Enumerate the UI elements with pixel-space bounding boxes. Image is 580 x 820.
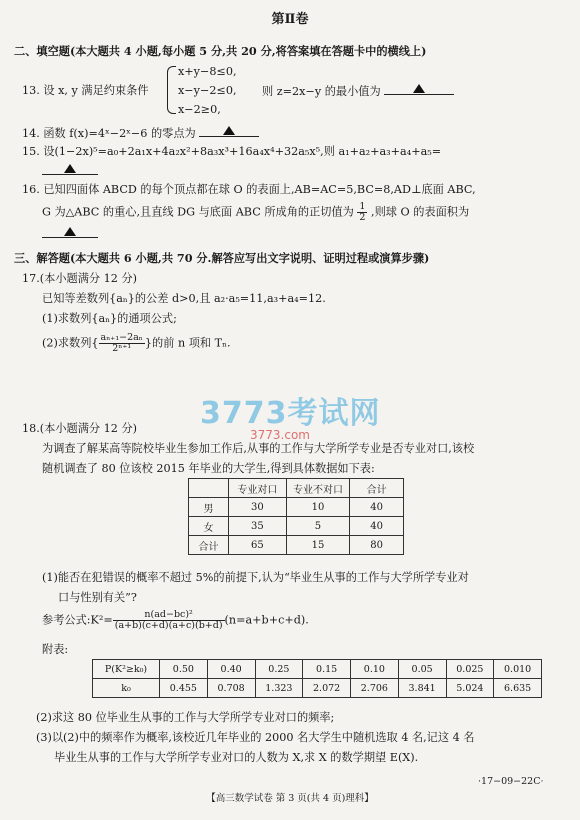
table-header-cell: 专业对口 xyxy=(229,479,287,498)
q13-brace xyxy=(167,66,176,114)
table-row xyxy=(93,679,542,698)
q17-frac-num: aₙ₊₁−2aₙ xyxy=(100,332,143,343)
table-cell: 35 xyxy=(229,517,287,536)
ref-frac-num: n(ad−bc)² xyxy=(113,610,225,621)
q18-intro1: 为调查了解某高等院校毕业生参加工作后,从事的工作与大学所学专业是否专业对口,该校 xyxy=(42,442,475,455)
q13-prefix: 13. 设 x, y 满足约束条件 xyxy=(22,84,149,97)
q17-frac-den: 2ⁿ⁺¹ xyxy=(112,343,132,354)
triangle-icon xyxy=(64,227,76,236)
table-cell: 10 xyxy=(286,498,349,517)
q17-line3 xyxy=(42,333,231,354)
q16-fraction xyxy=(357,202,367,223)
part2-heading: 二、填空题(本大题共 4 小题,每小题 5 分,共 20 分,将答案填在答题卡中的横线上) xyxy=(14,44,427,58)
table-cell: 80 xyxy=(350,536,404,555)
ref-fraction xyxy=(113,610,225,631)
table-cell: P(K²≥k₀) xyxy=(93,660,160,679)
critical-value-table xyxy=(92,659,542,698)
table-row xyxy=(189,517,404,536)
page-footer: 【高三数学试卷 第 3 页(共 4 页)理科】 xyxy=(206,793,374,804)
q17-line3-b: }的前 n 项和 Tₙ. xyxy=(144,336,231,350)
q18-p1a: (1)能否在犯错误的概率不超过 5%的前提下,认为“毕业生从事的工作与大学所学专业对 xyxy=(42,571,469,584)
section-title: 第Ⅱ卷 xyxy=(271,12,309,27)
table-row xyxy=(189,498,404,517)
part3-heading: 三、解答题(本大题共 6 小题,共 70 分.解答应写出文字说明、证明过程或演算步骤) xyxy=(14,251,430,265)
triangle-icon xyxy=(223,126,235,135)
table-cell: 40 xyxy=(350,498,404,517)
table-cell: 女 xyxy=(189,517,229,536)
table-cell: 0.708 xyxy=(207,679,255,698)
q18-p1b: 口与性别有关”? xyxy=(58,591,137,604)
triangle-icon xyxy=(64,164,76,173)
q18-intro2: 随机调查了 80 位该校 2015 年毕业的大学生,得到具体数据如下表: xyxy=(42,462,375,475)
ref-frac-den: (a+b)(c+d)(a+c)(b+d) xyxy=(114,620,223,631)
table-cell: 1.323 xyxy=(255,679,303,698)
table-header-cell: 专业不对口 xyxy=(286,479,349,498)
table-cell: 3.841 xyxy=(398,679,446,698)
q13-constraint-2: x−y−2≤0, xyxy=(178,84,237,97)
q14 xyxy=(22,125,259,141)
q18-head: 18.(本小题满分 12 分) xyxy=(22,422,137,435)
q18-p2: (2)求这 80 位毕业生从事的工作与大学所学专业对口的频率; xyxy=(36,711,335,724)
q15-line1: 15. 设(1−2x)⁵=a₀+2a₁x+4a₂x²+8a₃x³+16a₄x⁴+32a₅x⁵,则 a₁+a₂+a₃+a₄+a₅= xyxy=(22,145,442,158)
exam-code: ·17−09−22C· xyxy=(478,776,544,787)
q13-constraint-1: x+y−8≤0, xyxy=(178,65,237,78)
table-cell: 0.40 xyxy=(207,660,255,679)
table-cell: 30 xyxy=(229,498,287,517)
q16-line2 xyxy=(42,202,469,223)
answer-blank xyxy=(199,125,259,137)
table-row xyxy=(189,536,404,555)
q17-line3-a: (2)求数列{ xyxy=(42,336,99,350)
q16-line2-b: ,则球 O 的表面积为 xyxy=(371,205,470,219)
table-cell: 合计 xyxy=(189,536,229,555)
q16-frac-den: 2 xyxy=(359,212,366,223)
table-row xyxy=(93,660,542,679)
answer-blank xyxy=(42,163,98,175)
q16-frac-num: 1 xyxy=(359,201,366,212)
q18-reference xyxy=(42,610,309,631)
table-cell: 40 xyxy=(350,517,404,536)
table-cell: 0.10 xyxy=(351,660,399,679)
table-cell: 5.024 xyxy=(446,679,494,698)
q16-line3 xyxy=(42,226,98,242)
table-cell: 0.010 xyxy=(494,660,542,679)
answer-blank xyxy=(384,83,454,95)
table-header-cell: 合计 xyxy=(350,479,404,498)
q15-line2 xyxy=(42,163,98,179)
q16-line2-a: G 为△ABC 的重心,且直线 DG 与底面 ABC 所成角的正切值为 xyxy=(42,205,354,219)
table-cell: 0.05 xyxy=(398,660,446,679)
table-header-row xyxy=(189,479,404,498)
table-cell: 2.706 xyxy=(351,679,399,698)
table-header-cell xyxy=(189,479,229,498)
watermark-url: 3773.com xyxy=(250,428,310,442)
table-cell: 0.50 xyxy=(160,660,208,679)
appendix-label: 附表: xyxy=(42,643,69,656)
ref-prefix: 参考公式:K²= xyxy=(42,613,113,627)
q13-suffix xyxy=(262,83,454,99)
table-cell: k₀ xyxy=(93,679,160,698)
table-cell: 65 xyxy=(229,536,287,555)
table-cell: 15 xyxy=(286,536,349,555)
q14-text: 14. 函数 f(x)=4ˣ−2ˣ−6 的零点为 xyxy=(22,127,196,140)
q18-p3b: 毕业生从事的工作与大学所学专业对口的人数为 X,求 X 的数学期望 E(X). xyxy=(54,751,419,764)
table-cell: 6.635 xyxy=(494,679,542,698)
q16-line1: 16. 已知四面体 ABCD 的每个顶点都在球 O 的表面上,AB=AC=5,BC=8,AD⊥底面 ABC, xyxy=(22,183,476,196)
table-cell: 0.455 xyxy=(160,679,208,698)
q13-constraint-3: x−2≥0, xyxy=(178,103,221,116)
table-cell: 0.25 xyxy=(255,660,303,679)
triangle-icon xyxy=(413,84,425,93)
table-cell: 男 xyxy=(189,498,229,517)
table-cell: 5 xyxy=(286,517,349,536)
table-cell: 0.15 xyxy=(303,660,351,679)
ref-suffix: (n=a+b+c+d). xyxy=(224,613,309,627)
q18-p3a: (3)以(2)中的频率作为概率,该校近几年毕业的 2000 名大学生中随机选取 4 名,记这 4 名 xyxy=(36,731,475,744)
q17-line2: (1)求数列{aₙ}的通项公式; xyxy=(42,312,177,325)
watermark-logo: 3773考试网 xyxy=(200,396,381,431)
q17-line1: 已知等差数列{aₙ}的公差 d>0,且 a₂·a₅=11,a₃+a₄=12. xyxy=(42,292,326,305)
q13-suffix-text: 则 z=2x−y 的最小值为 xyxy=(262,85,381,98)
table-cell: 0.025 xyxy=(446,660,494,679)
q17-fraction xyxy=(99,333,145,354)
table-cell: 2.072 xyxy=(303,679,351,698)
answer-blank xyxy=(42,226,98,238)
contingency-table xyxy=(188,478,404,555)
q17-head: 17.(本小题满分 12 分) xyxy=(22,272,137,285)
